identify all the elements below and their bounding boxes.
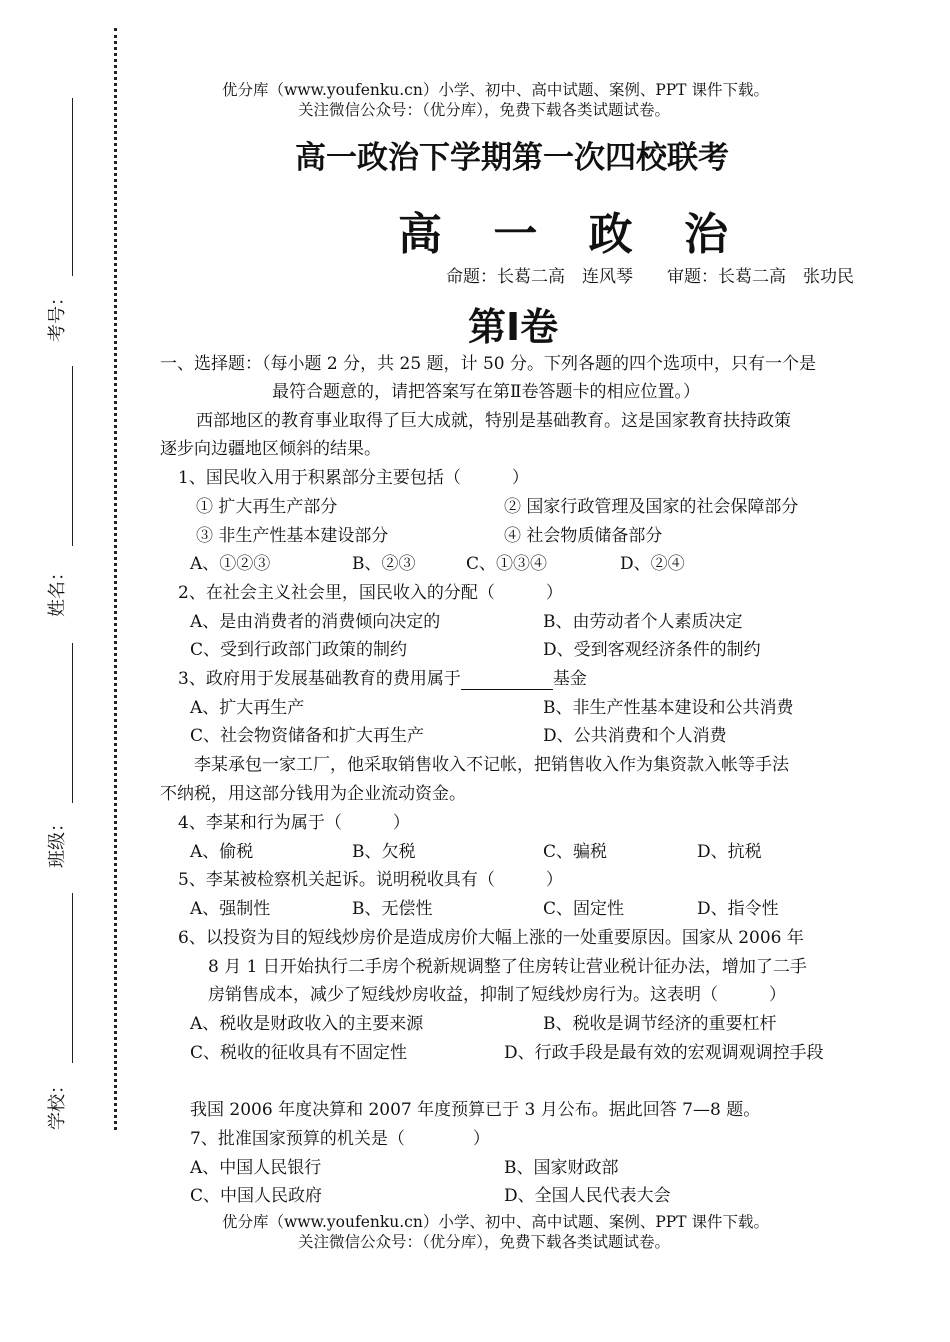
- q1-option-d: D、②④: [620, 554, 685, 574]
- q5-option-b: B、无偿性: [352, 899, 433, 919]
- material-2-line-1: 李某承包一家工厂，他采取销售收入不记帐，把销售收入作为集资款入帐等手法: [194, 755, 789, 775]
- q6-option-b: B、税收是调节经济的重要杠杆: [543, 1014, 777, 1034]
- material-3: 我国 2006 年度决算和 2007 年度预算已于 3 月公布。据此回答 7—8 题。: [190, 1100, 761, 1120]
- q1-item-1: ① 扩大再生产部分: [196, 497, 338, 517]
- q2-option-c: C、受到行政部门政策的制约: [190, 640, 408, 660]
- q4-stem: 4、李某和行为属于（ ）: [178, 813, 410, 833]
- q1-option-a: A、①②③: [190, 554, 271, 574]
- q1-item-4: ④ 社会物质储备部分: [504, 526, 663, 546]
- q1-item-2: ② 国家行政管理及国家的社会保障部分: [504, 497, 799, 517]
- q5-stem: 5、李某被检察机关起诉。说明税收具有（ ）: [178, 870, 563, 890]
- section-heading-line-2: 最符合题意的，请把答案写在第Ⅱ卷答题卡的相应位置。）: [272, 382, 701, 402]
- school-underline: [72, 893, 73, 1063]
- q2-option-a: A、是由消费者的消费倾向决定的: [190, 612, 441, 632]
- q3-stem-end: 基金: [552, 669, 587, 689]
- class-label: 班级：: [47, 814, 68, 868]
- q4-option-d: D、抗税: [697, 842, 762, 862]
- name-underline: [72, 366, 73, 546]
- q7-stem: 7、批准国家预算的机关是（ ）: [190, 1129, 490, 1149]
- volume-title: 第Ⅰ卷: [468, 305, 559, 349]
- q7-option-a: A、中国人民银行: [190, 1158, 322, 1178]
- class-underline: [72, 643, 73, 803]
- q3-option-c: C、社会物资储备和扩大再生产: [190, 726, 425, 746]
- q7-option-d: D、全国人民代表大会: [504, 1186, 671, 1206]
- q3-option-b: B、非生产性基本建设和公共消费: [543, 698, 794, 718]
- school-label: 学校：: [47, 1076, 68, 1130]
- q2-option-d: D、受到客观经济条件的制约: [543, 640, 761, 660]
- header-line-1: 优分库（www.youfenku.cn）小学、初中、高中试题、案例、PPT 课件下载。: [222, 81, 769, 99]
- subject-title: 高 一 政 治: [398, 209, 746, 260]
- q1-option-c: C、①③④: [466, 554, 548, 574]
- q7-option-c: C、中国人民政府: [190, 1186, 323, 1206]
- section-heading-line-1: 一、选择题：（每小题 2 分，共 25 题，计 50 分。下列各题的四个选项中，只有一个是: [160, 354, 817, 374]
- authors-line: 命题：长葛二高 连风琴 审题：长葛二高 张功民: [446, 267, 854, 287]
- q6-option-d: D、行政手段是最有效的宏观调观调控手段: [504, 1043, 824, 1063]
- q6-option-a: A、税收是财政收入的主要来源: [190, 1014, 424, 1034]
- q3-stem: [178, 668, 587, 690]
- q1-option-b: B、②③: [352, 554, 416, 574]
- q1-item-3: ③ 非生产性基本建设部分: [196, 526, 389, 546]
- material-1-line-2: 逐步向边疆地区倾斜的结果。: [160, 439, 381, 459]
- header-line-2: 关注微信公众号：（优分库），免费下载各类试题试卷。: [298, 101, 671, 119]
- material-2-line-2: 不纳税，用这部分钱用为企业流动资金。: [160, 784, 466, 804]
- exam-title: 高一政治下学期第一次四校联考: [295, 140, 729, 176]
- q6-stem-line-2: 8 月 1 日开始执行二手房个税新规调整了住房转让营业税计征办法，增加了二手: [208, 957, 807, 977]
- q2-option-b: B、由劳动者个人素质决定: [543, 612, 743, 632]
- q3-option-a: A、扩大再生产: [190, 698, 305, 718]
- q5-option-a: A、强制性: [190, 899, 271, 919]
- q3-stem-start: 3、政府用于发展基础教育的费用属于: [178, 669, 461, 689]
- exam-no-label: 考号：: [47, 288, 68, 342]
- footer-line-1: 优分库（www.youfenku.cn）小学、初中、高中试题、案例、PPT 课件下载。: [222, 1213, 769, 1231]
- q6-stem-line-3: 房销售成本，减少了短线炒房收益，抑制了短线炒房行为。这表明（ ）: [208, 985, 786, 1005]
- q5-option-d: D、指令性: [697, 899, 779, 919]
- material-1-line-1: 西部地区的教育事业取得了巨大成就，特别是基础教育。这是国家教育扶持政策: [196, 411, 791, 431]
- q5-option-c: C、固定性: [543, 899, 625, 919]
- q2-stem: 2、在社会主义社会里，国民收入的分配（ ）: [178, 583, 563, 603]
- q4-option-b: B、欠税: [352, 842, 416, 862]
- q7-option-b: B、国家财政部: [504, 1158, 619, 1178]
- q1-stem: 1、国民收入用于积累部分主要包括（ ）: [178, 468, 529, 488]
- name-label: 姓名：: [47, 563, 68, 617]
- q6-stem-line-1: 6、以投资为目的短线炒房价是造成房价大幅上涨的一处重要原因。国家从 2006 年: [178, 928, 804, 948]
- footer-line-2: 关注微信公众号：（优分库），免费下载各类试题试卷。: [298, 1233, 671, 1251]
- q3-blank: [461, 671, 553, 690]
- binding-dotted-line: [114, 28, 117, 1130]
- q4-option-a: A、偷税: [190, 842, 254, 862]
- q6-option-c: C、税收的征收具有不固定性: [190, 1043, 408, 1063]
- q3-option-d: D、公共消费和个人消费: [543, 726, 727, 746]
- exam-no-underline: [72, 98, 73, 276]
- q4-option-c: C、骗税: [543, 842, 608, 862]
